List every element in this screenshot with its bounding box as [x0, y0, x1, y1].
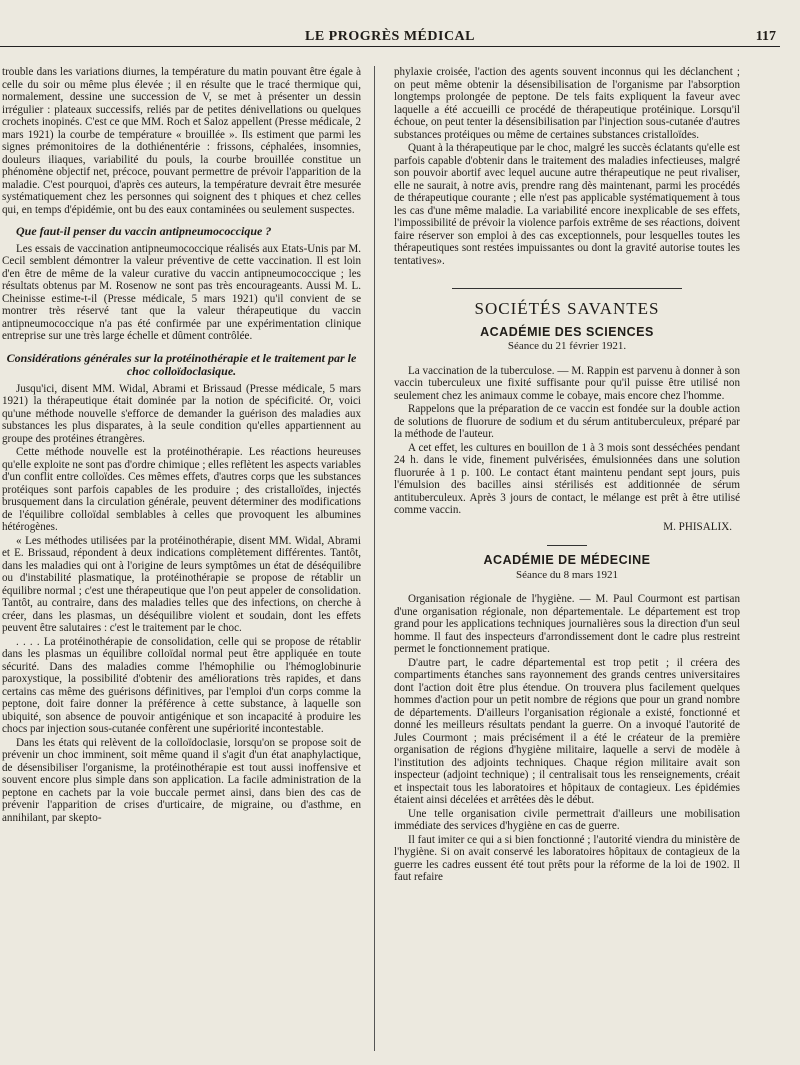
paragraph: Cette méthode nouvelle est la protéinothérapie. Les réactions heureuses qu'elle exploite ne sont pas d'ordre chimique ; elles reflètent les aspects variables d'un conflit entre colloïdes. Ces mêmes effets, d'autres corps que les substances protéiques sont parfois capables de les produire ; des cristalloïdes, injectés brusquement dans la circulation générale, peuvent déterminer des modifications de l'équilibre colloïdal semblables à celles que provoquent les albumines hétérogènes.: [2, 446, 361, 533]
paragraph: Jusqu'ici, disent MM. Widal, Abrami et Brissaud (Presse médicale, 5 mars 1921) la thérapeutique était dominée par la notion de spécificité. Or, voici qu'une méthode nouvelle s'efforce de demander la guérison des maladies aux substances les plus disparates, à la seule condition qu'elles appartiennent au groupe des protéines étrangères.: [2, 382, 361, 445]
right-column: [394, 66, 740, 1065]
paragraph: Dans les états qui relèvent de la colloïdoclasie, lorsqu'on se propose soit de prévenir un choc imminent, soit même quand il s'agit d'un état anaphylactique, de désensibiliser l'organisme, la protéinothérapie est tout aussi inoffensive et souvent encore plus simple dans son application. La facile administration de la peptone en cachets par la voie buccale permet ainsi, dans bien des cas de prévenir l'apparition de crises d'urticaire, de migraine, ou d'asthme, en annihilant, par skepto-: [2, 736, 361, 824]
paragraph: phylaxie croisée, l'action des agents souvent inconnus qui les déclanchent ; on peut même obtenir la désensibilisation de l'organisme par l'absorption longtemps prolongée de peptone. De tels faits expliquent la faveur avec laquelle a été accueilli ce procédé de thérapeutique protéinique. Lorsqu'il échoue, on peut tenter la désensibilisation par l'injection sous-cutanée d'autres substances protéiques ou même de certaines substances cristalloïdes.: [394, 66, 740, 141]
paragraph: « Les méthodes utilisées par la protéinothérapie, disent MM. Widal, Abrami et E. Brissaud, répondent à deux indications complètement différentes. Tantôt, dans les maladies qui ont à l'origine de leurs symptômes un état de déséquilibre ou d'instabilité plasmatique, la protéinothérapie se propose de rétablir un équilibre normal ; c'est une thérapeutique que l'on peut appeler de consolidation. Tantôt, au contraire, dans des maladies telles que des infections, on cherche à créer, dans les plasmas, un déséquilibre violent et soudain, dont les effets peuvent être salutaires : c'est le traitement par le choc.: [2, 534, 361, 634]
article-heading: Considérations générales sur la protéinothérapie et le traitement par le choc colloïdoclasique.: [6, 350, 357, 378]
session-date: Séance du 8 mars 1921: [515, 568, 619, 581]
academy-heading: ACADÉMIE DE MÉDECINE: [483, 553, 651, 567]
article-heading: Que faut-il penser du vaccin antipneumococcique ?: [16, 224, 272, 238]
section-separator: [394, 281, 740, 295]
paragraph: A cet effet, les cultures en bouillon de 1 à 3 mois sont desséchées pendant 24 h. dans le vide, finement pulvérisées, émulsionnées dans une solution fluorurée à 1 p. 100. Le contact étant maintenu pendant sept jours, puis l'émulsion des bacilles ainsi stérilisés est additionnée de sérum antituberculeux. Après 3 jours de contact, le mélange est prêt à être utilisé comme vaccin.: [394, 441, 740, 516]
paragraph: Rappelons que la préparation de ce vaccin est fondée sur la double action de solutions de fluorure de sodium et du sérum antituberculeux, préparé par la méthode de l'auteur.: [394, 403, 740, 440]
paragraph: Quant à la thérapeutique par le choc, malgré les succès éclatants qu'elle est parfois capable d'obtenir dans le traitement des maladies infectieuses, malgré son pouvoir abortif avec lequel aucune autre thérapeutique ne peut rivaliser, elle ne saurait, à notre avis, prendre rang dès maintenant, parmi les procédés de thérapeutique courante ; elle n'est pas applicable systématiquement à tous les cas d'une même maladie. La variabilité encore inexplicable de ses effets, l'impossibilité de prévoir la violence parfois extrême de ses réactions, doivent faire réserver son emploi à des cas exceptionnels, pour lesquelles toutes les thérapeutiques sont restées impuissantes ou dont la gravité autorise toutes les tentatives».: [394, 142, 740, 267]
paragraph: Une telle organisation civile permettrait d'ailleurs une mobilisation immédiate des services d'hygiène en cas de guerre.: [394, 807, 740, 832]
column-divider: [374, 66, 375, 1051]
separator-rule: [452, 288, 682, 289]
paragraph: Il faut imiter ce qui a si bien fonctionné ; l'autorité viendra du ministère de l'hygiène. Si on avait conservé les laboratoires hôpitaux de contagieux de la guerre les cadres eussent été tout prêts pour la réforme de la loi de 1902. Il faut refaire: [394, 833, 740, 883]
paragraph: La vaccination de la tuberculose. — M. Rappin est parvenu à donner à son vaccin tuberculeux une fixité suffisante pour qu'il puisse être utilisé non seulement chez les animaux comme le cobaye, mais encore chez l'homme.: [394, 364, 740, 402]
running-header: [0, 24, 780, 47]
divider: [547, 545, 587, 546]
left-column: [2, 66, 361, 1065]
paragraph: Organisation régionale de l'hygiène. — M. Paul Courmont est partisan d'une organisation régionale, non départementale. Le département est trop grand pour les applications techniques journalières sous la direction d'un seul homme. Il faut des inspecteurs d'arrondissement dont le cadre plus restreint permet le fonctionnement pratique.: [394, 593, 740, 655]
journal-title: LE PROGRÈS MÉDICAL: [304, 29, 476, 44]
paragraph: D'autre part, le cadre départemental est trop petit ; il créera des compartiments étanches sans rayonnement des grands centres universitaires dont l'action doit être plus étendue. On trouvera plus facilement quelques hommes d'action pour un petit nombre de régions que pour un grand nombre de départements. D'ailleurs l'organisation régionale a existé, fonctionné et donné les meilleurs résultats pendant la guerre. On a invoqué l'autorité de Jules Courmont ; mais précisément il a été le créateur de la première organisation de régions d'hygiène militaire, laquelle a servi de modèle à l'institution des adjoints techniques. Chaque région militaire avait son inspecteur (adjoint technique) ; il centralisait tous les renseignements, créait et inspectait tous les laboratoires et hôpitaux de contagieux. Les épidémies étaient ainsi décelées et arrêtées dès le début.: [394, 656, 740, 806]
academy-heading: ACADÉMIE DES SCIENCES: [480, 324, 654, 339]
author-signature: M. PHISALIX.: [663, 520, 732, 533]
paragraph: Les essais de vaccination antipneumococcique réalisés aux Etats-Unis par M. Cecil semblent démontrer la valeur préventive de cette vaccination. Il est loin d'en être de même de la valeur curative du vaccin antipneumococcique ; les résultats obtenus par M. Rosenow ne sont pas très encourageants. Aussi M. L. Cheinisse estime-t-il (Presse médicale, 5 mars 1921) qu'il convient de se montrer très réservé tant que la valeur thérapeutique du vaccin antipneumococcique n'a pas été confirmée par une expérimentation clinique entreprise sur une très large échelle et dûment contrôlée.: [2, 242, 361, 342]
session-date: Séance du 21 février 1921.: [507, 340, 627, 352]
section-title: SOCIÉTÉS SAVANTES: [474, 299, 660, 318]
page-number: 117: [755, 29, 776, 44]
paragraph: trouble dans les variations diurnes, la température du matin pouvant être égale à celle du soir ou même plus élevée ; il en résulte que le tracé thermique qui, normalement, dessine une succession de V, se met à présenter un dessin irrégulier : plateaux successifs, reliés par de petites dénivellations ou quelques crochets inopinés. C'est ce que MM. Roch et Saloz appellent (Presse médicale, 2 mars 1921) la courbe de température « brouillée ». Ils estiment que parmi les signes prémonitoires de la dothiénentérie : frissons, céphalées, insomnies, douleurs iliaques, variabilité du pouls, la courbe brouillée constitue un phénomène objectif net, précoce, pouvant permettre de prévoir l'apparition de la maladie. C'est pourquoi, d'après ces auteurs, la température devrait être mesurée systématiquement chez les personnes qui soignent des t phiques et chez celles qui, en temps d'épidémie, ont bu des eaux contaminées ou seulement suspectes.: [2, 66, 361, 216]
paragraph: . . . . La protéinothérapie de consolidation, celle qui se propose de rétablir dans les plasmas un équilibre colloïdal normal peut être appliquée en toute sécurité. Dans des maladies comme l'hémophilie ou l'hémoglobinurie paroxystique, la possibilité d'obtenir des améliorations très rapides, et dans certains cas même des guérisons définitives, par l'emploi d'un corps comme la peptone, doit faire donner la préférence à cette substance, à laquelle son ubiquité, son absence de pouvoir antigénique et son incapacité à produire les chocs par injection sous-cutanée confèrent une supériorité incontestable.: [2, 635, 361, 735]
